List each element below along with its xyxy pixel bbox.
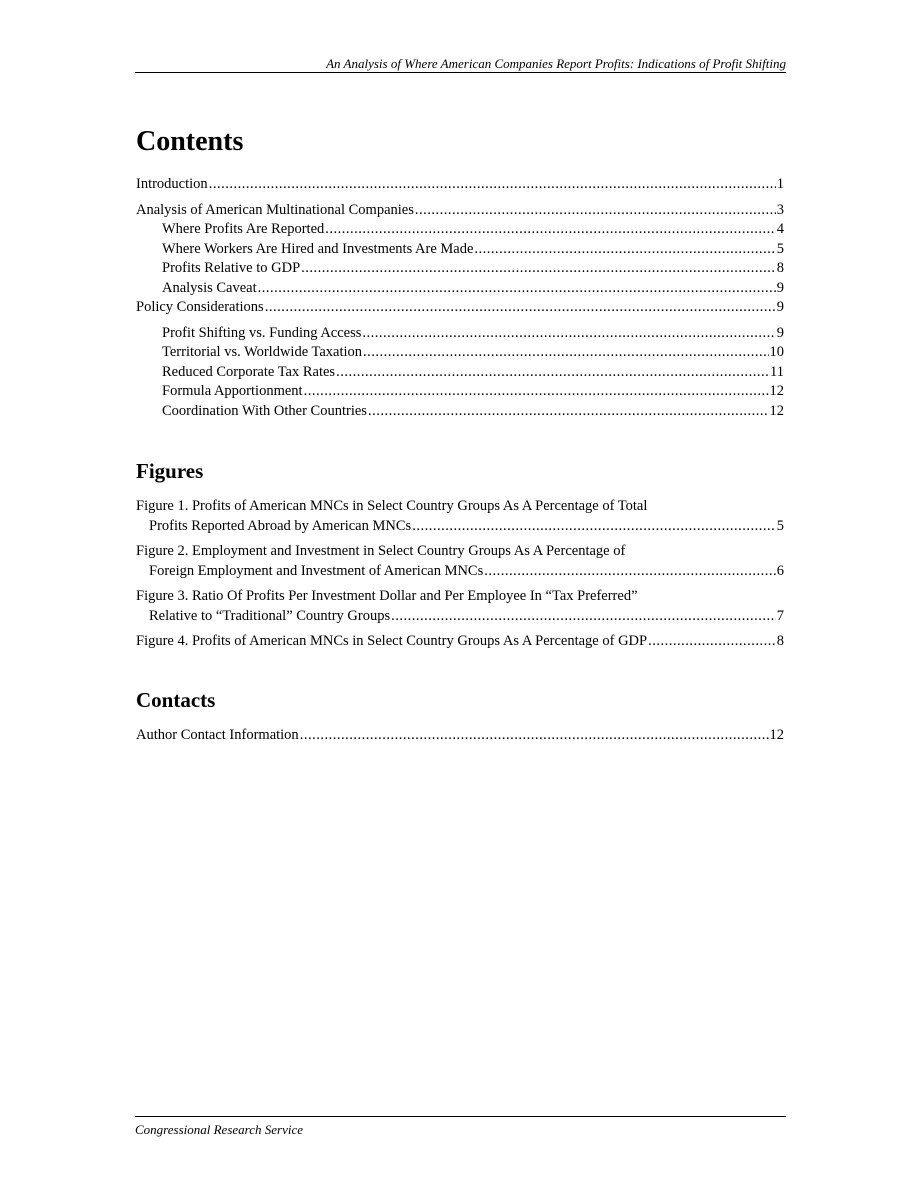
- figure-entry-line1: Figure 3. Ratio Of Profits Per Investment Dollar and Per Employee In “Tax Preferred”: [136, 588, 638, 604]
- contacts-heading: Contacts: [136, 687, 216, 712]
- toc-entry-page: 5: [776, 240, 784, 257]
- dot-leader: [209, 175, 776, 195]
- running-header: An Analysis of Where American Companies Report Profits: Indications of Profit Shifting: [135, 55, 786, 73]
- toc-entry-page: 9: [776, 324, 784, 341]
- figure-entry-2[interactable]: [136, 542, 784, 581]
- toc-entry-title: Where Profits Are Reported: [162, 221, 325, 237]
- toc-entry-page: 10: [769, 344, 784, 360]
- figure-entry-line1: Figure 1. Profits of American MNCs in Select Country Groups As A Percentage of Total: [136, 498, 648, 514]
- toc-entry-author-contact[interactable]: [136, 726, 784, 746]
- toc-entry-coordination[interactable]: [136, 402, 784, 422]
- dot-leader: [412, 517, 776, 537]
- toc-entry-title: Where Workers Are Hired and Investments Are Made: [162, 240, 474, 257]
- toc-entry-page: 3: [776, 201, 784, 218]
- figure-entry-line2: Foreign Employment and Investment of American MNCs: [149, 562, 484, 579]
- toc-entry-title: Territorial vs. Worldwide Taxation: [162, 344, 363, 360]
- dot-leader: [301, 259, 776, 279]
- toc-entry-page: 12: [769, 402, 784, 419]
- toc-entry-title: Author Contact Information: [136, 726, 299, 743]
- toc-entry-page: 4: [776, 221, 784, 237]
- dot-leader: [391, 607, 776, 627]
- toc-entry-analysis[interactable]: [136, 201, 784, 221]
- dot-leader: [648, 632, 776, 652]
- toc-entry-formula[interactable]: [136, 382, 784, 402]
- toc-entry-profits-gdp[interactable]: [136, 259, 784, 279]
- dot-leader: [304, 382, 769, 402]
- toc-entry-title: Formula Apportionment: [162, 383, 303, 399]
- toc-entry-page: 9: [776, 279, 784, 296]
- dot-leader: [300, 726, 769, 746]
- toc-entry-page: 9: [776, 299, 784, 315]
- toc-entry-title: Analysis Caveat: [162, 279, 257, 296]
- toc-entry-where-profits[interactable]: [136, 220, 784, 240]
- dot-leader: [415, 201, 776, 221]
- figure-entry-3[interactable]: [136, 587, 784, 626]
- toc-entry-page: 12: [769, 726, 784, 743]
- dot-leader: [362, 324, 775, 344]
- toc-entry-introduction[interactable]: [136, 175, 784, 195]
- contacts-list: [136, 726, 784, 746]
- toc-entry-analysis-caveat[interactable]: [136, 279, 784, 299]
- toc-entry-title: Introduction: [136, 176, 208, 192]
- figure-entry-page: 5: [776, 517, 784, 534]
- figures-heading: Figures: [136, 459, 204, 483]
- contents-list: [136, 175, 784, 421]
- figure-entry-title: Figure 4. Profits of American MNCs in Select Country Groups As A Percentage of GDP: [136, 633, 648, 649]
- dot-leader: [368, 402, 769, 422]
- toc-entry-where-workers[interactable]: [136, 240, 784, 260]
- toc-entry-title: Profits Relative to GDP: [162, 260, 301, 276]
- toc-entry-reduced-rates[interactable]: [136, 363, 784, 383]
- dot-leader: [474, 240, 775, 260]
- toc-entry-policy[interactable]: [136, 298, 784, 318]
- toc-entry-territorial[interactable]: [136, 343, 784, 363]
- toc-entry-page: 8: [776, 260, 784, 276]
- figure-entry-page: 6: [776, 562, 784, 579]
- table-of-contents: [136, 124, 784, 745]
- figure-entry-page: 7: [776, 607, 784, 624]
- toc-entry-page: 11: [770, 363, 784, 380]
- page-footer: Congressional Research Service: [135, 1116, 786, 1138]
- figure-entry-page: 8: [776, 633, 784, 649]
- toc-entry-title: Reduced Corporate Tax Rates: [162, 363, 336, 380]
- toc-entry-profit-shifting[interactable]: [136, 324, 784, 344]
- figure-entry-line1: Figure 2. Employment and Investment in Select Country Groups As A Percentage of: [136, 543, 626, 559]
- dot-leader: [265, 298, 776, 318]
- dot-leader: [336, 363, 769, 383]
- figure-entry-line2: Profits Reported Abroad by American MNCs: [149, 517, 412, 534]
- dot-leader: [258, 279, 776, 299]
- dot-leader: [325, 220, 775, 240]
- toc-entry-page: 1: [776, 176, 784, 192]
- toc-entry-title: Coordination With Other Countries: [162, 402, 367, 419]
- figure-entry-1[interactable]: [136, 497, 784, 536]
- figures-list: [136, 497, 784, 652]
- contents-heading: Contents: [136, 126, 244, 157]
- dot-leader: [363, 343, 768, 363]
- figure-entry-line2: Relative to “Traditional” Country Groups: [149, 607, 391, 624]
- toc-entry-title: Policy Considerations: [136, 299, 264, 315]
- toc-entry-title: Analysis of American Multinational Companies: [136, 201, 414, 218]
- figure-entry-4[interactable]: [136, 632, 784, 652]
- dot-leader: [484, 562, 775, 582]
- toc-entry-page: 12: [769, 383, 784, 399]
- toc-entry-title: Profit Shifting vs. Funding Access: [162, 324, 362, 341]
